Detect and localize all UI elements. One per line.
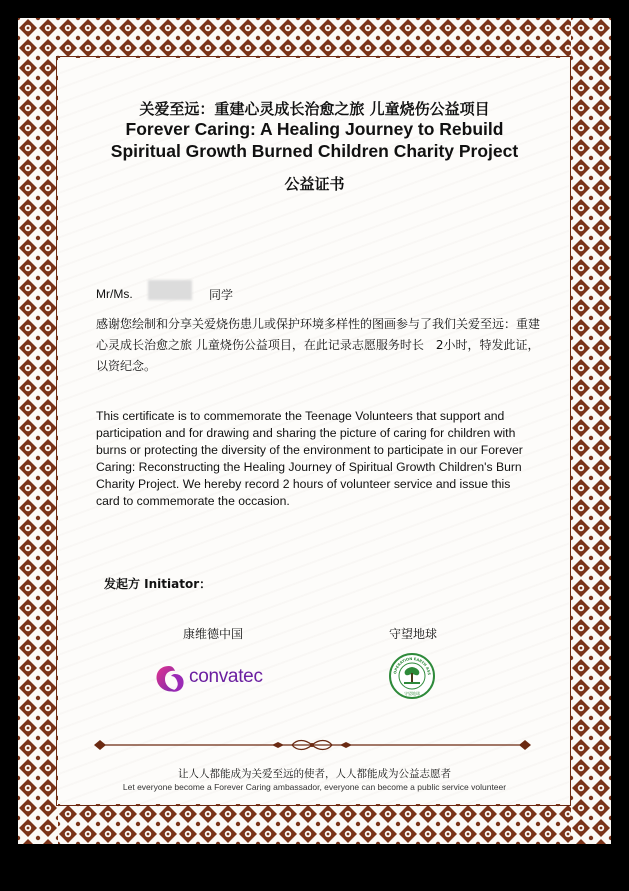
operation-earth-logo	[388, 652, 436, 700]
initiator-label: 发起方 Initiator：	[104, 577, 212, 591]
redacted-name	[148, 280, 192, 300]
title-english	[0, 118, 629, 162]
convatec-logo-wordmark: convatec	[189, 666, 263, 687]
ornament-border-top	[18, 18, 611, 58]
title-chinese: 关爱至远：重建心灵成长治愈之旅 儿童烧伤公益项目	[139, 100, 490, 118]
recipient-suffix: 同学	[209, 288, 234, 302]
certificate-label: 公益证书	[284, 175, 345, 193]
title-english-line1: Forever Caring: A Healing Journey to Rebuild	[125, 119, 504, 139]
body-chinese: 感谢您绘制和分享关爱烧伤患儿或保护环境多样性的图画参与了我们关爱至远：重建心灵成长治愈之旅 儿童烧伤公益项目，在此记录志愿服务时长 2小时，特发此证，以资纪念。	[96, 317, 541, 373]
title-english-line2: Spiritual Growth Burned Children Charity Project	[110, 141, 519, 161]
org-name-earth: 守望地球	[389, 627, 438, 641]
earth-logo-arc-text: OPERATION EARTH ASS	[393, 656, 432, 676]
body-english: This certificate is to commemorate the Teenage Volunteers that support and participation and for drawing and sharing the picture of caring for children with burns or protecting the diversity of the environment to participate in our Forever Caring: Reconstructing the Healing Journey of Spiritual Growth Children's Burn Charity Project. We hereby record 2 hours of volunteer service and issue this card to commemorate the occasion.	[96, 409, 523, 508]
ornament-divider	[92, 738, 533, 752]
ornament-border-bottom	[18, 804, 611, 844]
footer-slogan-chinese: 让人人都能成为关爱至远的使者，人人都能成为公益志愿者	[178, 768, 451, 780]
footer-slogan-english: Let everyone become a Forever Caring ambassador, everyone can become a public service volunteer	[122, 782, 507, 792]
earth-logo-cn-text: 守望地球	[404, 691, 420, 696]
recipient-salutation: Mr/Ms.	[96, 287, 133, 301]
org-name-convatec: 康维德中国	[183, 627, 244, 641]
